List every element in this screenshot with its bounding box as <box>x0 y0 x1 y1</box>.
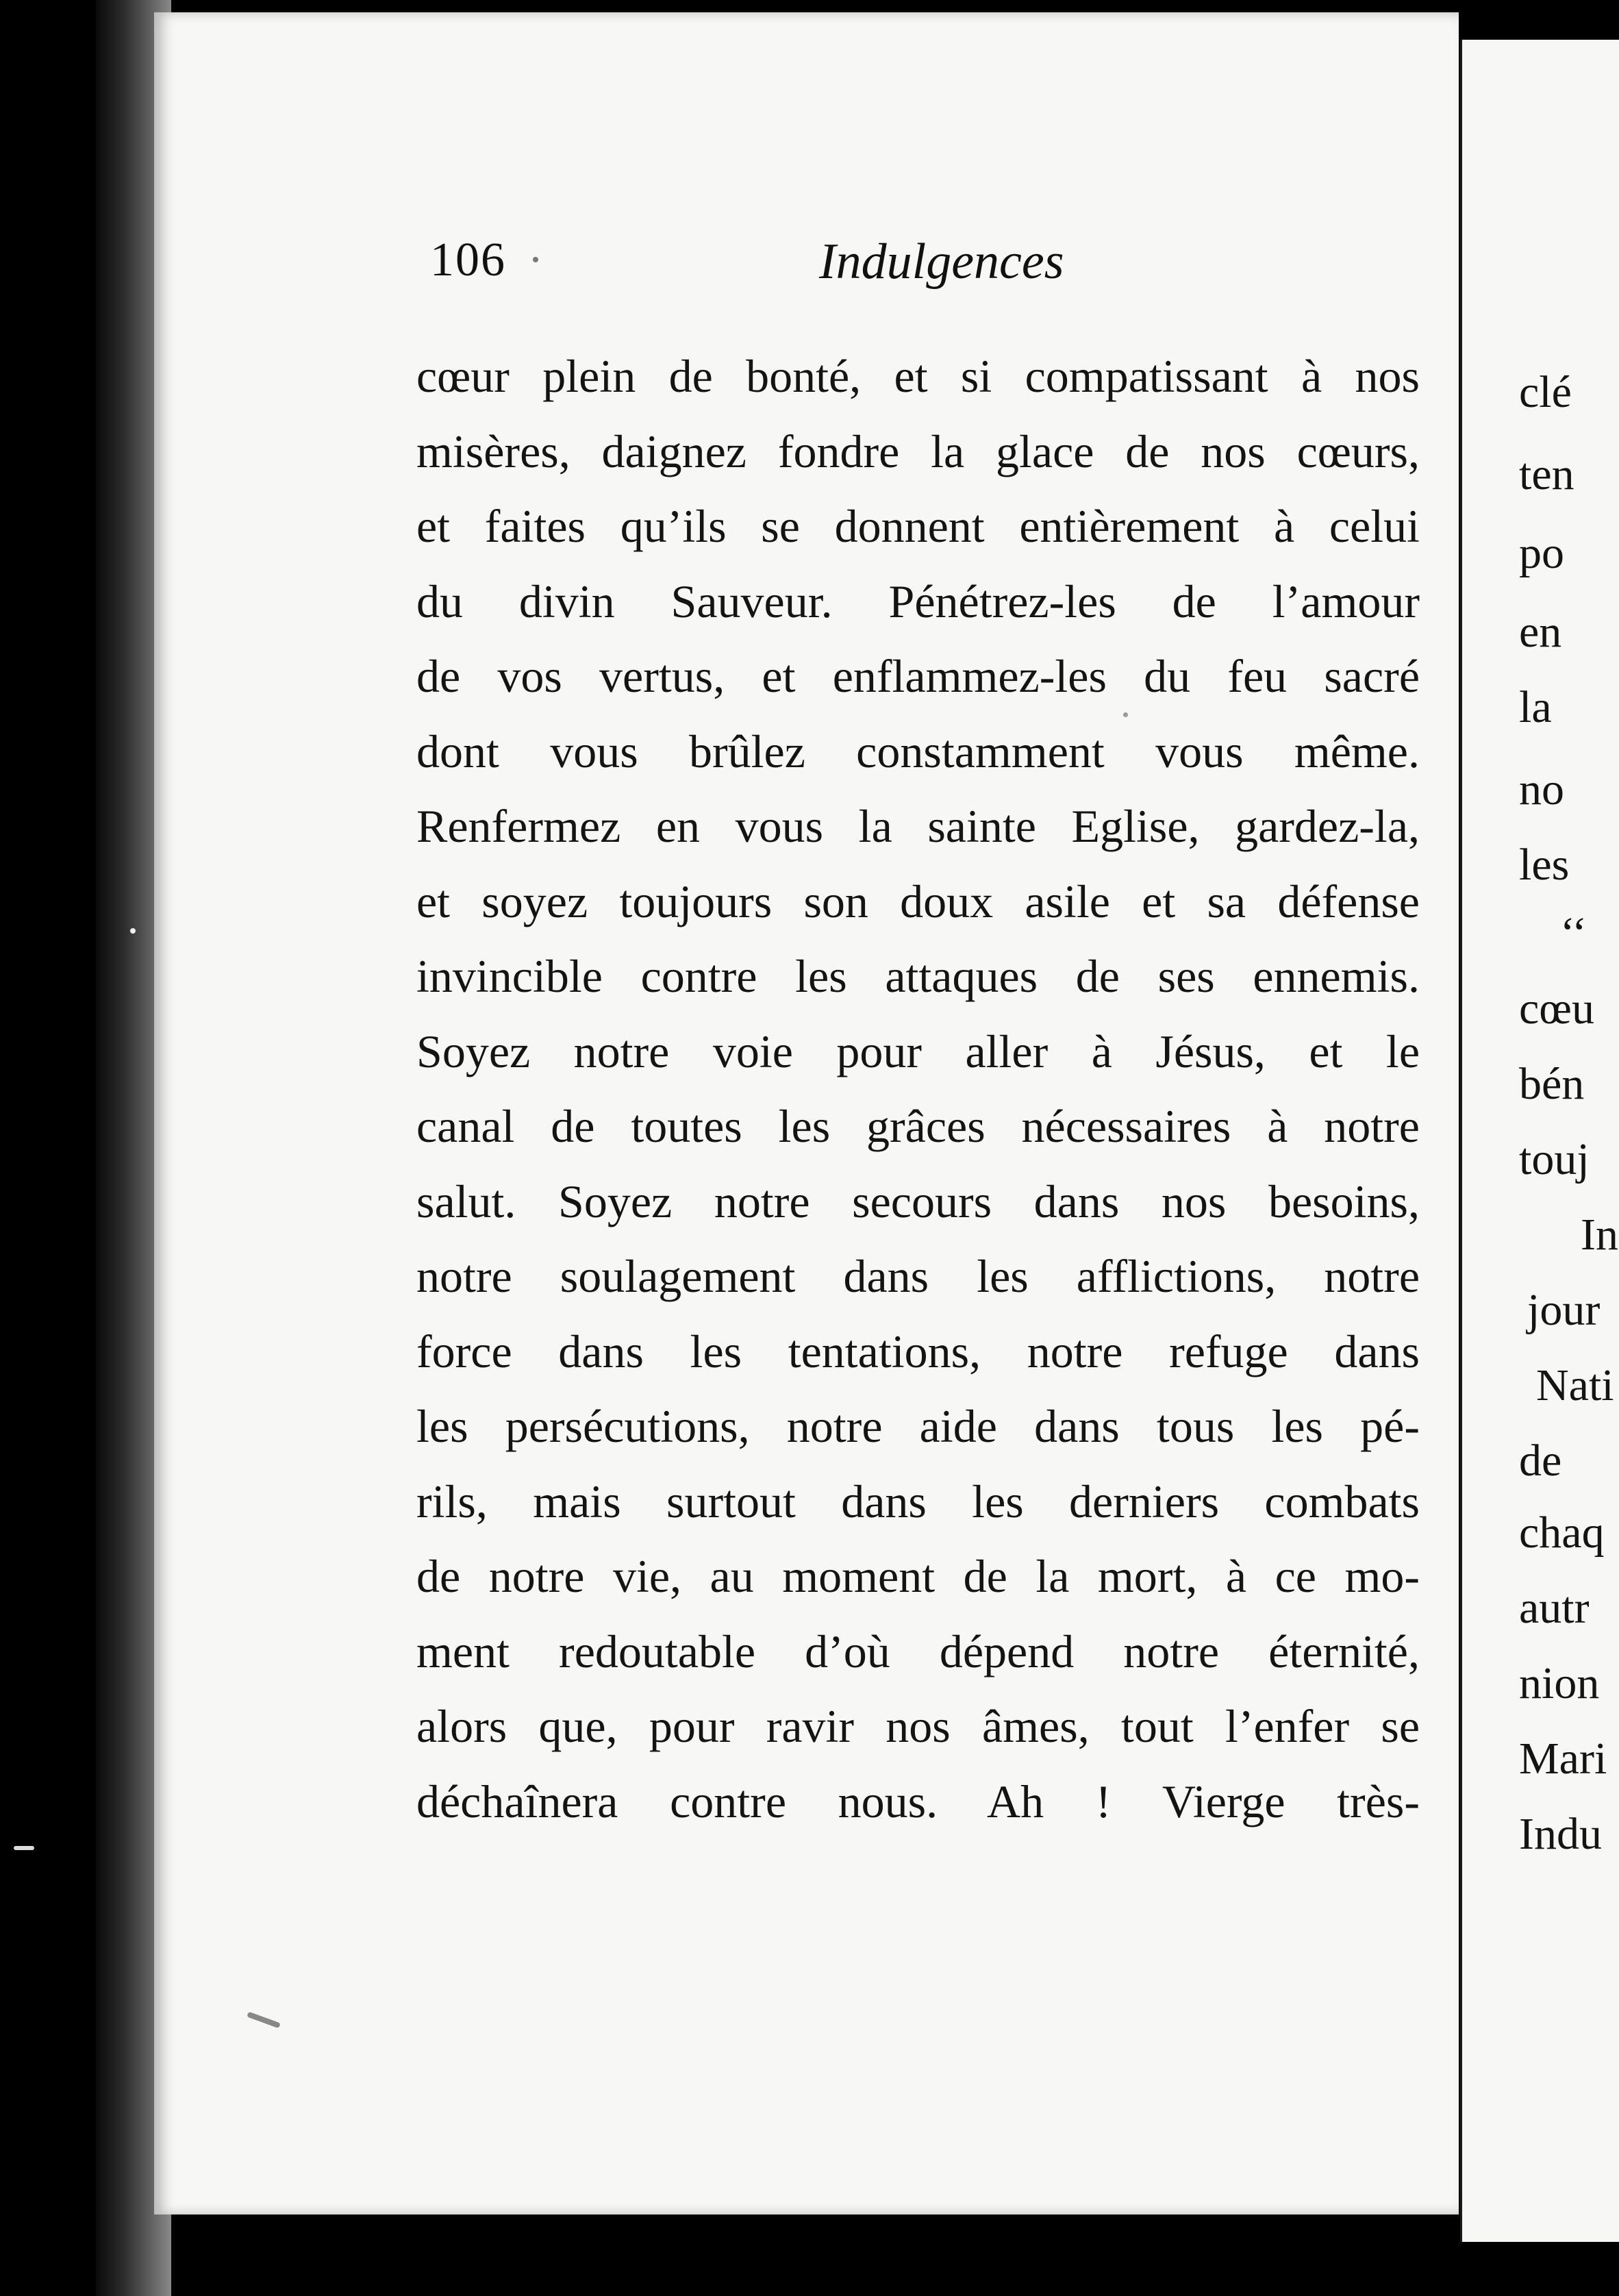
text-line: Soyez notre voie pour aller à Jésus, et le <box>416 1025 1420 1077</box>
right-page-fragment: la <box>1519 682 1552 732</box>
text-line: dont vous brûlez constamment vous même. <box>416 725 1420 777</box>
text-line: et soyez toujours son doux asile et sa défense <box>416 875 1420 927</box>
right-page-fragment: Indu <box>1519 1809 1602 1859</box>
text-line: rils, mais surtout dans les derniers combats <box>416 1475 1420 1527</box>
right-page-fragment: jour <box>1527 1285 1601 1335</box>
right-page-fragment: autr <box>1519 1583 1590 1633</box>
text-line: canal de toutes les grâces nécessaires à notre <box>416 1100 1420 1152</box>
text-line: du divin Sauveur. Pénétrez-les de l’amour <box>416 575 1420 627</box>
text-line: de vos vertus, et enflammez-les du feu sacré <box>416 650 1420 702</box>
text-line: invincible contre les attaques de ses ennemis. <box>416 950 1420 1002</box>
text-line: salut. Soyez notre secours dans nos besoins, <box>416 1175 1420 1227</box>
right-page-fragment: touj <box>1519 1134 1590 1184</box>
right-page-fragment: Nati <box>1536 1360 1614 1410</box>
right-page-fragment: nion <box>1519 1658 1600 1708</box>
right-page-fragment: bén <box>1519 1059 1585 1109</box>
dust-speck <box>1123 712 1128 717</box>
right-page-fragment: ‘‘ <box>1560 908 1587 958</box>
text-line: alors que, pour ravir nos âmes, tout l’enfer se <box>416 1700 1420 1752</box>
right-page-fragment: cœu <box>1519 984 1594 1034</box>
text-line: déchaînera contre nous. Ah ! Vierge très- <box>416 1775 1420 1827</box>
text-line: de notre vie, au moment de la mort, à ce mo- <box>416 1550 1420 1602</box>
right-page-fragment: de <box>1519 1436 1562 1486</box>
body-text <box>416 339 1420 1839</box>
text-line: Renfermez en vous la sainte Eglise, gardez-la, <box>416 800 1420 852</box>
text-line: les persécutions, notre aide dans tous les pé- <box>416 1400 1420 1452</box>
right-page-fragment: clé <box>1519 367 1572 417</box>
dust-speck <box>533 257 538 262</box>
right-page-fragment: Mari <box>1519 1734 1607 1784</box>
right-page-fragment: les <box>1519 840 1570 890</box>
right-page-fragment: no <box>1519 764 1564 814</box>
right-page-fragment: po <box>1519 528 1564 578</box>
right-page-fragment: ten <box>1519 449 1574 499</box>
right-page-fragment: In <box>1581 1210 1618 1260</box>
text-line: misères, daignez fondre la glace de nos cœurs, <box>416 425 1420 477</box>
right-page-fragment: chaq <box>1519 1508 1605 1558</box>
page-number: 106 <box>430 234 506 286</box>
text-line: et faites qu’ils se donnent entièrement à celui <box>416 500 1420 552</box>
right-page-fragment: en <box>1519 607 1562 657</box>
page-header <box>430 233 1423 295</box>
text-line: cœur plein de bonté, et si compatissant à nos <box>416 350 1420 402</box>
dust-speck <box>130 928 136 934</box>
running-head: Indulgences <box>819 234 1064 290</box>
dust-speck <box>14 1846 34 1850</box>
text-line: force dans les tentations, notre refuge dans <box>416 1325 1420 1377</box>
text-line: notre soulagement dans les afflictions, notre <box>416 1250 1420 1302</box>
dust-speck <box>186 2234 200 2248</box>
text-line: ment redoutable d’où dépend notre éternité, <box>416 1625 1420 1677</box>
